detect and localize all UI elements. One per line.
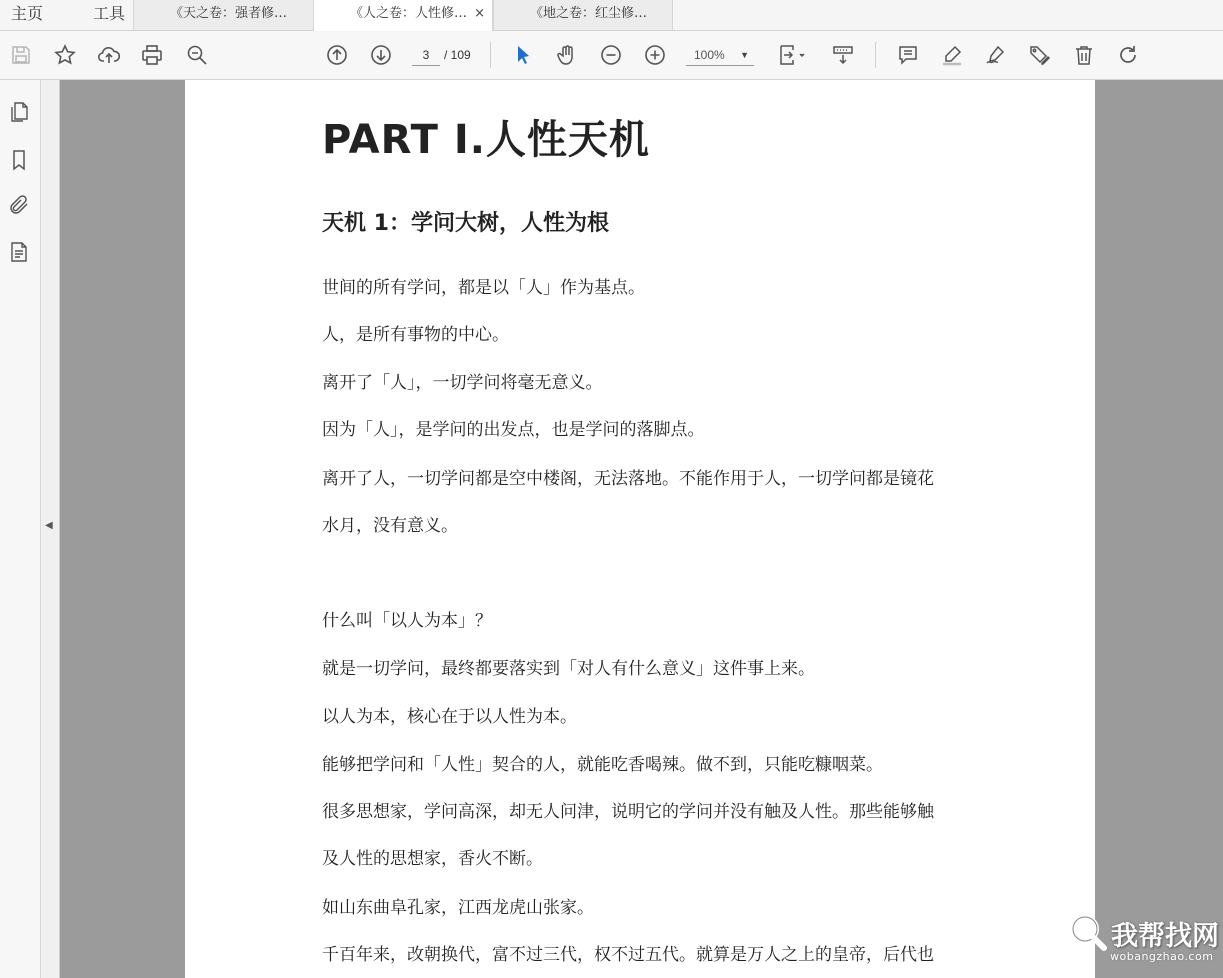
panel-collapse-bar[interactable] <box>41 80 60 978</box>
doc-tab-1-label: 《天之卷：强者修… <box>170 6 288 21</box>
tab-bar <box>0 0 1223 31</box>
redo-button[interactable] <box>1114 41 1142 69</box>
nav-tools[interactable]: 工具 <box>93 4 126 23</box>
collapse-arrow-icon[interactable]: ◀ <box>45 520 53 531</box>
arrow-up-circle-icon <box>325 43 349 67</box>
doc-tab-3[interactable] <box>493 0 673 30</box>
minus-circle-icon <box>599 43 623 67</box>
document-properties-icon[interactable] <box>7 240 31 264</box>
plus-circle-icon <box>643 43 667 67</box>
upload-cloud-button[interactable] <box>95 41 123 69</box>
paragraph: 世间的所有学问，都是以「人」作为基点。 <box>322 278 645 298</box>
page-total: / 109 <box>444 48 471 62</box>
next-page-button[interactable] <box>367 41 395 69</box>
scroll-mode-button[interactable] <box>829 41 857 69</box>
magnifier-logo-icon <box>1068 912 1108 952</box>
sign-button[interactable] <box>982 41 1010 69</box>
toolbar <box>0 31 1223 80</box>
highlighter-icon <box>940 43 964 67</box>
hand-tool-button[interactable] <box>553 41 581 69</box>
paragraph: 人，是所有事物的中心。 <box>322 325 509 345</box>
page-number-input[interactable]: 3 <box>412 45 440 66</box>
paragraph: 离开了「人」，一切学问将毫无意义。 <box>322 373 603 393</box>
select-tool-button[interactable] <box>509 41 537 69</box>
comment-icon <box>896 43 920 67</box>
paragraph: 什么叫「以人为本」？ <box>322 611 492 631</box>
paragraph: 千百年来，改朝换代，富不过三代，权不过五代。就算是万人之上的皇帝，后代也 <box>322 945 934 965</box>
doc-tab-3-label: 《地之卷：红尘修… <box>530 6 648 21</box>
attachment-paperclip-icon[interactable] <box>7 193 31 217</box>
zoom-level-value: 100% <box>694 48 725 62</box>
doc-tab-2-label: 《人之卷：人性修… <box>350 6 468 21</box>
trash-icon <box>1072 43 1096 67</box>
paragraph: 水月，没有意义。 <box>322 516 458 536</box>
hand-icon <box>555 43 579 67</box>
doc-tab-1[interactable] <box>133 0 313 30</box>
paragraph: 因为「人」，是学问的出发点，也是学问的落脚点。 <box>322 420 705 440</box>
paragraph: 及人性的思想家，香火不断。 <box>322 849 543 869</box>
fit-page-icon <box>777 43 807 67</box>
pages-thumbnail-icon[interactable] <box>7 100 31 124</box>
paragraph: 如山东曲阜孔家，江西龙虎山张家。 <box>322 898 594 918</box>
bookmark-star-button[interactable] <box>51 41 79 69</box>
printer-icon <box>140 43 164 67</box>
scroll-down-icon <box>831 43 855 67</box>
redo-icon <box>1116 43 1140 67</box>
delete-button[interactable] <box>1070 41 1098 69</box>
zoom-out-button[interactable] <box>597 41 625 69</box>
comment-button[interactable] <box>894 41 922 69</box>
document-canvas <box>60 80 1223 978</box>
edit-tag-button[interactable] <box>1026 41 1054 69</box>
tab-close-button[interactable]: × <box>474 6 485 21</box>
section-title: 天机 1：学问大树，人性为根 <box>322 211 609 236</box>
save-button[interactable] <box>7 41 35 69</box>
doc-tab-2-active[interactable] <box>313 0 493 31</box>
site-watermark <box>1066 908 1223 972</box>
watermark-url: wobangzhao.com <box>1110 950 1214 963</box>
paragraph: 很多思想家，学问高深，却无人问津，说明它的学问并没有触及人性。那些能够触 <box>322 802 934 822</box>
page-title: PART Ⅰ.人性天机 <box>322 117 650 163</box>
save-icon <box>9 43 33 67</box>
paragraph: 离开了人，一切学问都是空中楼阁，无法落地。不能作用于人，一切学问都是镜花 <box>322 469 934 489</box>
watermark-text: 我帮找网 <box>1111 921 1219 952</box>
zoom-level-select[interactable] <box>686 45 754 66</box>
nav-home[interactable]: 主页 <box>11 4 44 23</box>
toolbar-divider <box>875 42 876 68</box>
paragraph: 能够把学问和「人性」契合的人，就能吃香喝辣。做不到，只能吃糠咽菜。 <box>322 755 883 775</box>
pen-sign-icon <box>984 43 1008 67</box>
paragraph: 就是一切学问，最终都要落实到「对人有什么意义」这件事上来。 <box>322 659 815 679</box>
left-navigation-panel <box>0 80 41 978</box>
zoom-in-button[interactable] <box>641 41 669 69</box>
bookmark-icon[interactable] <box>7 148 31 172</box>
paragraph: 以人为本，核心在于以人性为本。 <box>322 707 577 727</box>
magnifier-minus-icon <box>185 43 209 67</box>
prev-page-button[interactable] <box>323 41 351 69</box>
chevron-down-icon: ▼ <box>740 50 749 60</box>
cursor-arrow-icon <box>511 43 535 67</box>
tag-edit-icon <box>1028 43 1052 67</box>
toolbar-divider <box>490 42 491 68</box>
pdf-page <box>185 80 1095 978</box>
star-icon <box>53 43 77 67</box>
page-fit-button[interactable] <box>774 41 810 69</box>
cloud-upload-icon <box>97 43 121 67</box>
arrow-down-circle-icon <box>369 43 393 67</box>
highlight-button[interactable] <box>938 41 966 69</box>
find-button[interactable] <box>183 41 211 69</box>
print-button[interactable] <box>138 41 166 69</box>
